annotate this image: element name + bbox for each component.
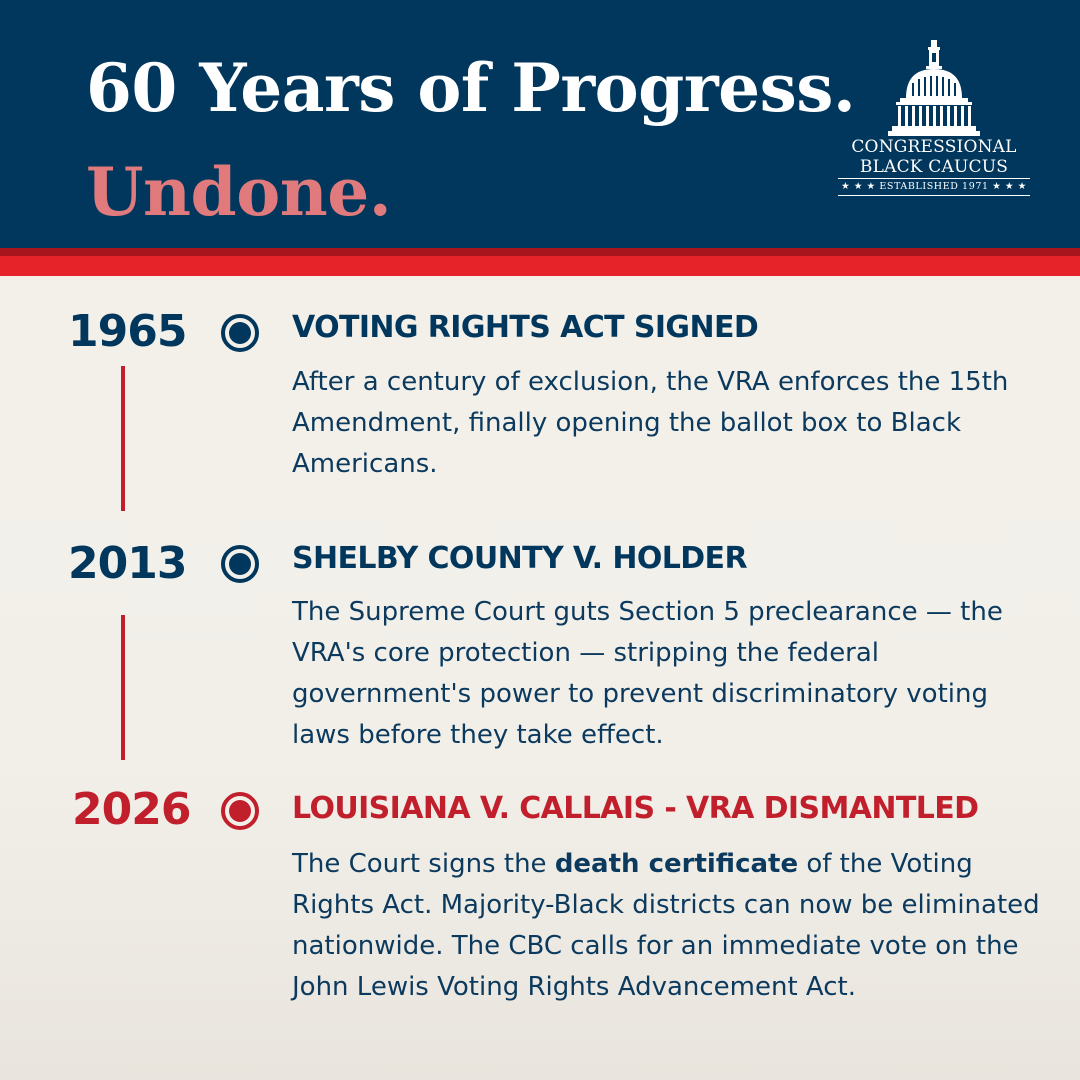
logo-text-black-caucus: BLACK CAUCUS	[859, 157, 1009, 177]
capitol-dome-icon	[882, 40, 986, 136]
timeline-year: 1965	[68, 306, 187, 357]
timeline-connector	[121, 366, 125, 511]
header-banner	[0, 0, 1080, 248]
timeline-event-title: VOTING RIGHTS ACT SIGNED	[292, 310, 759, 345]
description-text: The Court signs the	[292, 849, 555, 879]
header-stripe-dark	[0, 248, 1080, 256]
header-stripe-red	[0, 256, 1080, 276]
logo-text-congressional: CONGRESSIONAL	[851, 137, 1017, 157]
page-subtitle: Undone.	[86, 153, 392, 231]
timeline-event-title: SHELBY COUNTY V. HOLDER	[292, 541, 747, 576]
timeline-event-title: LOUISIANA V. CALLAIS - VRA DISMANTLED	[292, 791, 979, 826]
timeline-connector	[121, 615, 125, 760]
description-emphasis: death certificate	[554, 849, 799, 879]
logo-rule-bottom	[838, 195, 1030, 196]
description-text: of the Voting Rights Act. Majority-Black districts can now be eliminated nationwide. The CBC calls for an immediate vote on the John Lewis Voting Rights Advancement Act.	[292, 849, 1040, 1002]
timeline-year: 2013	[68, 538, 187, 589]
timeline-event-description	[292, 844, 1042, 1008]
logo-established: ★ ★ ★ ESTABLISHED 1971 ★ ★ ★	[841, 181, 1027, 192]
timeline-marker	[221, 545, 259, 583]
page-title: 60 Years of Progress.	[86, 49, 856, 127]
timeline-marker	[221, 314, 259, 352]
cbc-logo	[832, 40, 1036, 196]
timeline-year: 2026	[72, 784, 191, 835]
timeline-event-description: The Supreme Court guts Section 5 preclearance — the VRA's core protection — stripping the federal government's power to prevent discriminatory voting laws before they take effect.	[292, 597, 1003, 750]
logo-rule-top	[838, 178, 1030, 179]
timeline-marker	[221, 792, 259, 830]
timeline-event-description: After a century of exclusion, the VRA enforces the 15th Amendment, finally opening the ballot box to Black Americans.	[292, 367, 1009, 479]
